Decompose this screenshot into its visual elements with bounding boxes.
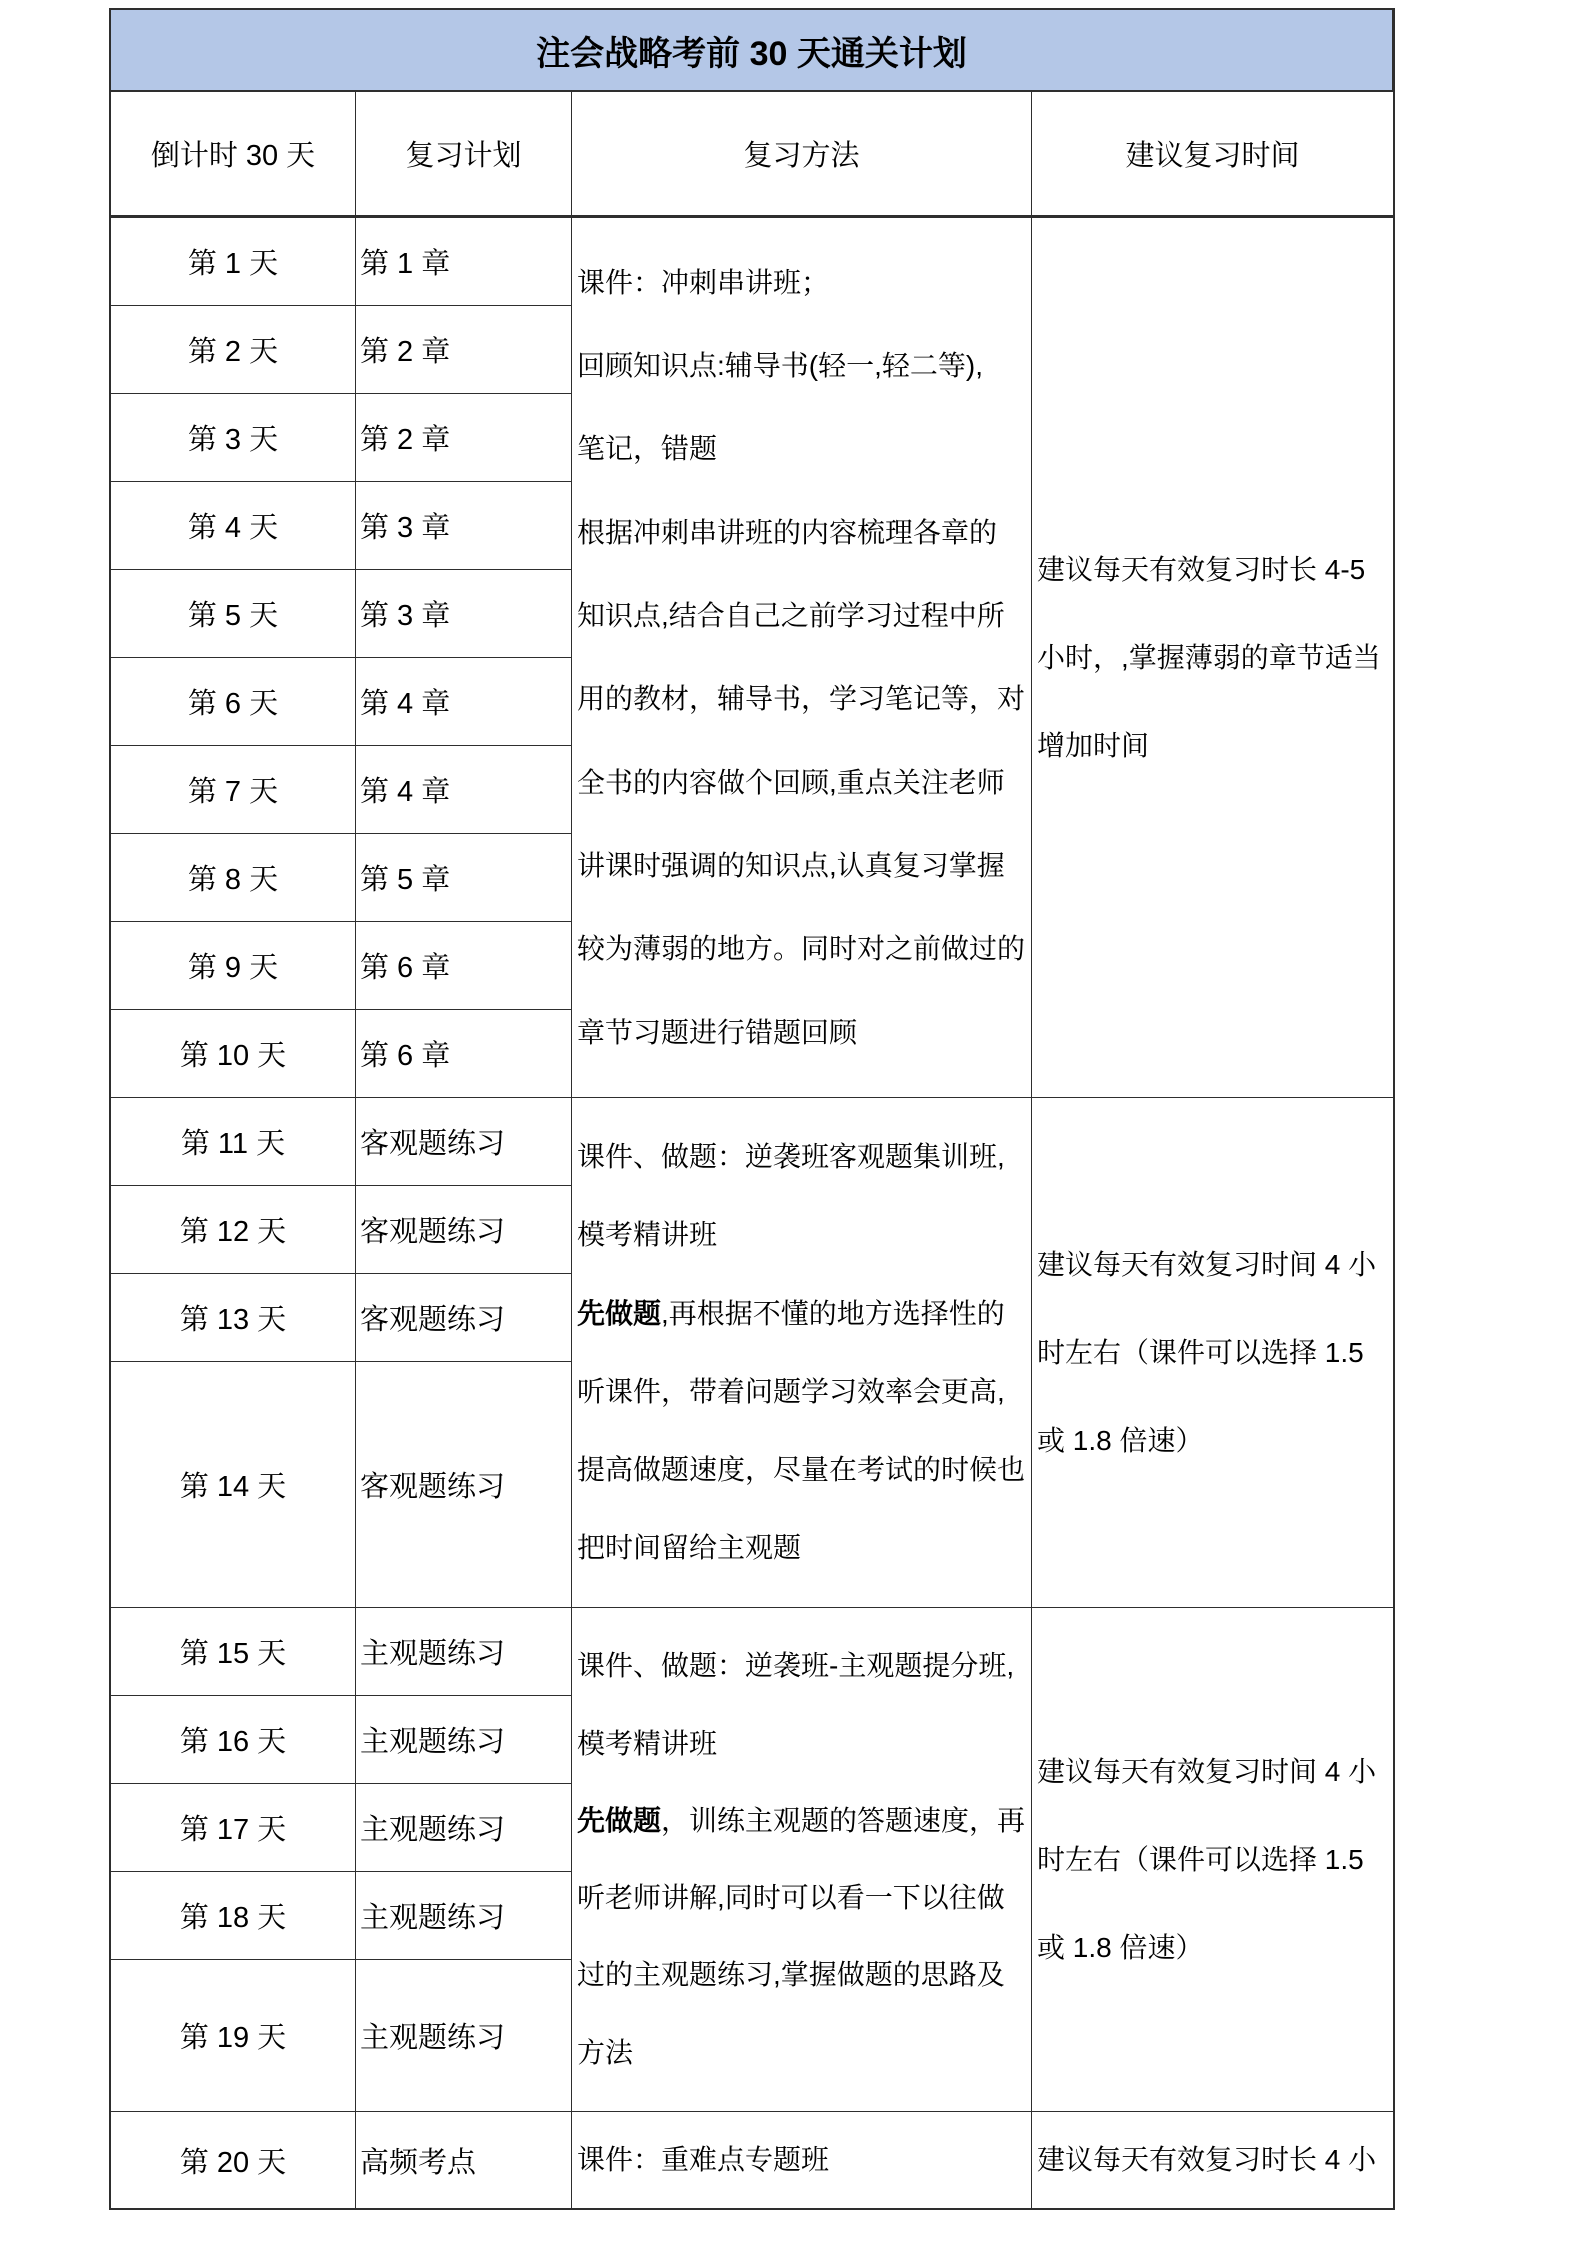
plan-cell: 主观题练习 xyxy=(356,1872,572,1960)
method-line xyxy=(577,1295,1029,1333)
time-line: 建议每天有效复习时间 4 小 xyxy=(1037,1755,1377,1787)
plan-cell: 第 4 章 xyxy=(356,658,572,746)
time-line: 建议每天有效复习时长 4 小 xyxy=(1037,2144,1377,2175)
plan-cell: 第 5 章 xyxy=(356,834,572,922)
time-cell xyxy=(1032,218,1393,1098)
time-line: 时左右（课件可以选择 1.5 xyxy=(1037,1336,1364,1368)
time-line: 小时，,掌握薄弱的章节适当 xyxy=(1037,641,1381,673)
method-line-segment: 听老师讲解,同时可以看一下以往做 xyxy=(577,1882,1005,1914)
plan-cell: 主观题练习 xyxy=(356,1960,572,2112)
time-line: 或 1.8 倍速） xyxy=(1037,1931,1204,1963)
day-cell: 第 3 天 xyxy=(111,394,356,482)
day-cell: 第 8 天 xyxy=(111,834,356,922)
day-cell: 第 16 天 xyxy=(111,1696,356,1784)
method-line xyxy=(577,597,1029,635)
method-line xyxy=(577,2141,1029,2179)
day-cell: 第 19 天 xyxy=(111,1960,356,2112)
method-cell xyxy=(572,2112,1032,2208)
day-cell: 第 15 天 xyxy=(111,1608,356,1696)
method-line xyxy=(577,1802,1029,1840)
method-line-segment: 回顾知识点:辅导书(轻一,轻二等), xyxy=(577,349,983,381)
day-cell: 第 1 天 xyxy=(111,218,356,306)
method-line xyxy=(577,514,1029,552)
time-line: 或 1.8 倍速） xyxy=(1037,1424,1204,1456)
method-line-segment: 方法 xyxy=(577,2036,634,2068)
day-cell: 第 4 天 xyxy=(111,482,356,570)
method-line xyxy=(577,1138,1029,1176)
header-countdown: 倒计时 30 天 xyxy=(111,92,356,218)
method-line-segment: ，训练主观题的答题速度，再 xyxy=(661,1804,1026,1836)
plan-cell: 第 1 章 xyxy=(356,218,572,306)
method-line xyxy=(577,1725,1029,1763)
plan-cell: 第 2 章 xyxy=(356,306,572,394)
method-line-segment: 过的主观题练习,掌握做题的思路及 xyxy=(577,1959,1005,1991)
time-line: 增加时间 xyxy=(1037,729,1150,761)
method-line xyxy=(577,1373,1029,1411)
method-line xyxy=(577,764,1029,802)
day-cell: 第 6 天 xyxy=(111,658,356,746)
method-line xyxy=(577,1529,1029,1567)
plan-cell: 客观题练习 xyxy=(356,1274,572,1362)
method-line-segment: 模考精讲班 xyxy=(577,1727,718,1759)
plan-cell: 客观题练习 xyxy=(356,1098,572,1186)
method-line xyxy=(577,347,1029,385)
method-line-segment: 听课件，带着问题学习效率会更高, xyxy=(577,1375,1005,1407)
method-line-segment: 课件、做题：逆袭班客观题集训班, xyxy=(577,1141,1005,1173)
method-line xyxy=(577,680,1029,718)
day-cell: 第 11 天 xyxy=(111,1098,356,1186)
day-cell: 第 14 天 xyxy=(111,1362,356,1608)
plan-cell: 第 4 章 xyxy=(356,746,572,834)
method-line-segment: 课件：冲刺串讲班； xyxy=(577,266,830,298)
method-line-segment: 笔记，错题 xyxy=(577,433,718,465)
method-line-segment: 讲课时强调的知识点,认真复习掌握 xyxy=(577,849,1005,881)
plan-cell: 主观题练习 xyxy=(356,1784,572,1872)
time-cell xyxy=(1032,2112,1393,2208)
day-cell: 第 9 天 xyxy=(111,922,356,1010)
day-cell: 第 12 天 xyxy=(111,1186,356,1274)
plan-cell: 第 6 章 xyxy=(356,1010,572,1098)
header-review-method: 复习方法 xyxy=(572,92,1032,218)
method-line-segment: 较为薄弱的地方。同时对之前做过的 xyxy=(577,933,1026,965)
plan-table xyxy=(109,8,1395,2210)
method-line-segment: 课件：重难点专题班 xyxy=(577,2144,830,2176)
plan-cell: 第 6 章 xyxy=(356,922,572,1010)
method-line-segment: 用的教材，辅导书，学习笔记等，对 xyxy=(577,683,1026,715)
header-suggested-time: 建议复习时间 xyxy=(1032,92,1393,218)
plan-cell: 第 2 章 xyxy=(356,394,572,482)
method-cell xyxy=(572,1098,1032,1608)
time-cell xyxy=(1032,1098,1393,1608)
method-cell xyxy=(572,218,1032,1098)
table-title: 注会战略考前 30 天通关计划 xyxy=(111,10,1393,92)
time-cell xyxy=(1032,1608,1393,2112)
plan-cell: 客观题练习 xyxy=(356,1186,572,1274)
plan-cell: 第 3 章 xyxy=(356,570,572,658)
method-line-segment: 根据冲刺串讲班的内容梳理各章的 xyxy=(577,516,998,548)
method-line xyxy=(577,847,1029,885)
method-line-segment: 全书的内容做个回顾,重点关注老师 xyxy=(577,766,1005,798)
method-cell xyxy=(572,1608,1032,2112)
header-review-plan: 复习计划 xyxy=(356,92,572,218)
plan-cell: 第 3 章 xyxy=(356,482,572,570)
method-line-segment: 模考精讲班 xyxy=(577,1219,718,1251)
method-line xyxy=(577,264,1029,302)
method-line-segment: 把时间留给主观题 xyxy=(577,1531,802,1563)
method-line xyxy=(577,430,1029,468)
plan-cell: 客观题练习 xyxy=(356,1362,572,1608)
day-cell: 第 2 天 xyxy=(111,306,356,394)
method-line xyxy=(577,1879,1029,1917)
day-cell: 第 18 天 xyxy=(111,1872,356,1960)
plan-cell: 高频考点 xyxy=(356,2112,572,2208)
plan-cell: 主观题练习 xyxy=(356,1696,572,1784)
day-cell: 第 10 天 xyxy=(111,1010,356,1098)
method-line xyxy=(577,1014,1029,1052)
time-line: 建议每天有效复习时长 4-5 xyxy=(1037,553,1366,585)
plan-cell: 主观题练习 xyxy=(356,1608,572,1696)
day-cell: 第 7 天 xyxy=(111,746,356,834)
day-cell: 第 5 天 xyxy=(111,570,356,658)
method-line-segment: 课件、做题：逆袭班-主观题提分班, xyxy=(577,1650,1015,1682)
method-line xyxy=(577,1956,1029,1994)
time-line: 时左右（课件可以选择 1.5 xyxy=(1037,1843,1364,1875)
time-line: 建议每天有效复习时间 4 小 xyxy=(1037,1248,1377,1280)
method-line xyxy=(577,930,1029,968)
day-cell: 第 13 天 xyxy=(111,1274,356,1362)
method-line xyxy=(577,1451,1029,1489)
method-line-segment: 章节习题进行错题回顾 xyxy=(577,1016,858,1048)
method-line-bold-segment: 先做题 xyxy=(577,1297,662,1329)
method-line-segment: 提高做题速度，尽量在考试的时候也 xyxy=(577,1453,1026,1485)
method-line-segment: 知识点,结合自己之前学习过程中所 xyxy=(577,599,1005,631)
method-line xyxy=(577,1216,1029,1254)
method-line xyxy=(577,1647,1029,1685)
method-line-bold-segment: 先做题 xyxy=(577,1804,662,1836)
method-line xyxy=(577,2034,1029,2072)
method-line-segment: ,再根据不懂的地方选择性的 xyxy=(661,1297,1005,1329)
day-cell: 第 20 天 xyxy=(111,2112,356,2208)
day-cell: 第 17 天 xyxy=(111,1784,356,1872)
